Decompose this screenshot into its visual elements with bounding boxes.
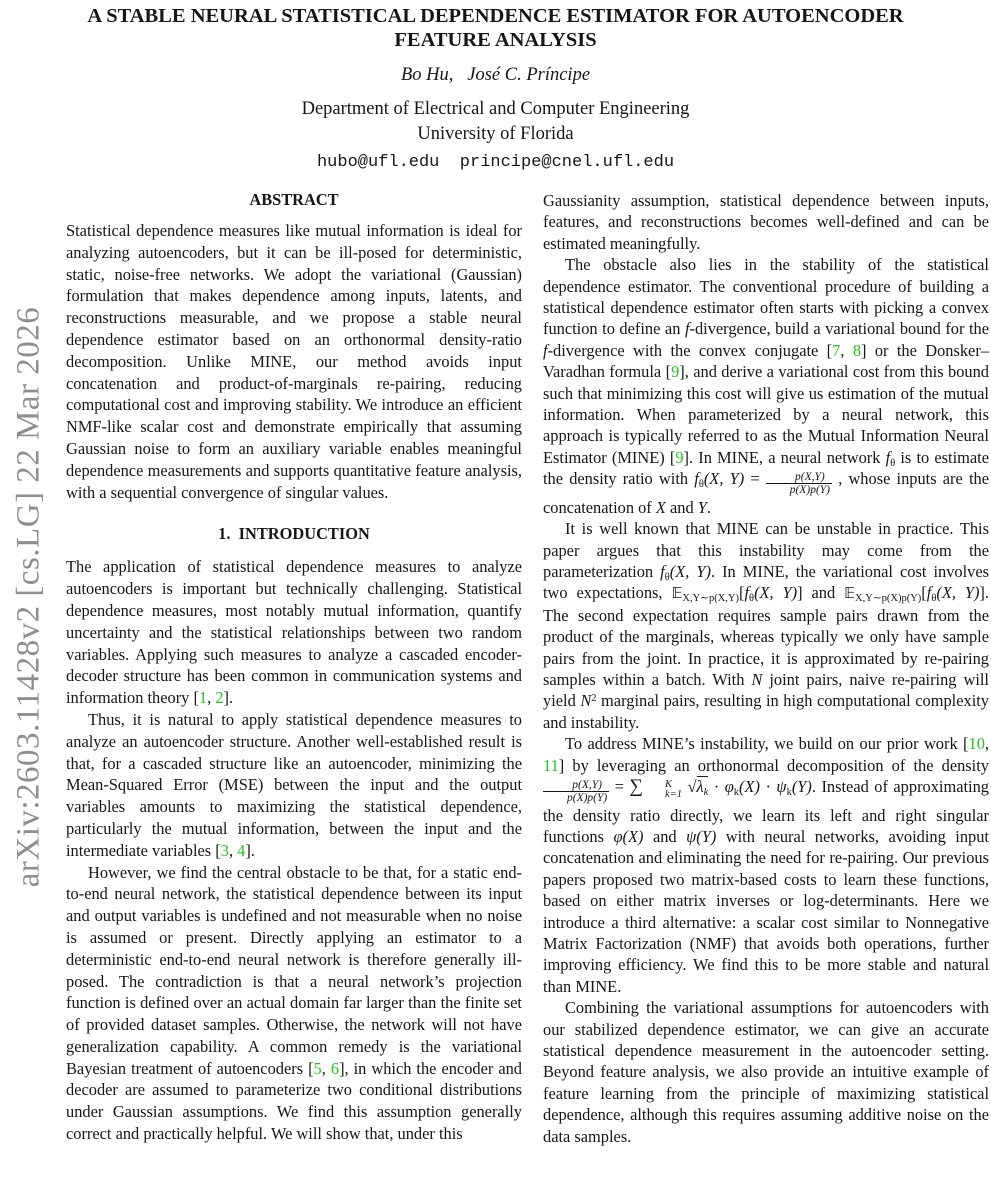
math-subscript: θ — [749, 593, 755, 605]
affiliation-department: Department of Electrical and Computer Engineering — [301, 99, 690, 119]
paragraph: Statistical dependence measures like mutual information is ideal for analyzing autoencoders, but it can be ill-posed for deterministic, static, noise-free networks. We adopt the variational (Gaussian) formulation that makes dependence among inputs, latents, and reconstructions measurable, and we propose a stable neural dependence estimator based on an orthonormal density-ratio decomposition. Unlike MINE, our method avoids input concatenation and product-of-marginals re-pairing, reducing computational cost and improving stability. We introduce an efficient NMF-like scalar cost and demonstrate empirically that assuming Gaussian noise to form an auxiliary variable enables meaningful dependence measurements and supports quantitative feature analysis, with a sequential convergence of singular values. — [66, 221, 522, 502]
math-var: f — [694, 469, 699, 489]
citation-link[interactable]: 1 — [198, 688, 208, 708]
paragraph: However, we find the central obstacle to be that, for a static end-to-end neural network, the statistical dependence between its input and output variables is undefined and not measurable when no noise is assumed or present. Directly applying an estimator to a deterministic end-to-end neural network is therefore generally ill-posed. The contradiction is that a neural network’s projection function is defined over an actual domain far larger than the finite set of provided dataset samples. Otherwise, the network will not have generalization capability. A common remedy is the variational Bayesian treatment of autoencoders [5, 6], in which the encoder and decoder are assumed to parameterize two conditional distributions under Gaussian assumptions. We find this assumption generally correct and practically helpful. We will show that, under this — [66, 862, 522, 1144]
sqrt-symbol: √ — [687, 777, 697, 797]
math-subscript: θ — [890, 457, 896, 469]
citation-link[interactable]: 10 — [968, 734, 985, 754]
citation-link[interactable]: 3 — [220, 840, 229, 860]
math-subscript: X,Y∼p(X)p(Y) — [855, 593, 922, 605]
math-var: (Y) — [791, 777, 812, 797]
math-var: (X, Y) — [936, 583, 980, 603]
abstract-body — [66, 220, 522, 503]
sum-upper-limit: K — [665, 778, 673, 790]
paragraph: To address MINE’s instability, we build on our prior work [10, 11] by leveraging an orthonormal decomposition of the density $\frac{p(X,Y)}{p(X)p(Y)}$ = ∑ K k=1 $√\lambda_k \cdot \varphi_k(X) \cdot \psi_k(Y)$. Instead of approximating the density ratio directly, we learn its left and right singular functions φ(X) and ψ(Y) with neural networks, avoiding input concatenation and eliminating the need for re-pairing. Our previous papers proposed two matrix-based costs to learn these functions, based on either matrix inverses or log-determinants. Here we introduce a third alternative: a scalar cost similar to Nonnegative Matrix Factorization (NMF) that avoids both operations, further improving efficiency. We find this to be more stable and natural than MINE. — [543, 734, 989, 996]
citation-link[interactable]: 5 — [313, 1058, 322, 1078]
math-var: ψ(Y) — [686, 826, 717, 846]
paper-title-line1: A STABLE NEURAL STATISTICAL DEPENDENCE ESTIMATOR FOR AUTOENCODER — [87, 5, 904, 27]
math-var: N — [580, 691, 592, 711]
expectation-symbol: 𝔼 — [844, 584, 856, 603]
citation-link[interactable]: 9 — [671, 362, 680, 382]
math-var: (X) — [739, 777, 760, 797]
fraction-denominator: p(X)p(Y) — [789, 484, 831, 497]
math-var: (X, Y) — [754, 583, 798, 603]
math-var: f — [744, 583, 750, 603]
math-subscript: θ — [664, 572, 670, 583]
citation-link[interactable]: 6 — [330, 1058, 340, 1078]
math-var: (X, Y) — [669, 562, 711, 581]
citation-link[interactable]: 7 — [832, 340, 841, 360]
math-var: φ(X) — [613, 826, 644, 846]
math-fraction — [543, 779, 609, 805]
paragraph: Thus, it is natural to apply statistical dependence measures to analyze an autoencoder structure. Another well-established result is that, for a cascaded structure like an autoencoder, minimizing the Mean-Squared Error (MSE) between the input and the output variables amounts to maximizing the statistical dependence, particularly the mutual information, between the input and the intermediate variables [3, 4]. — [66, 709, 522, 860]
math-var: f — [684, 319, 690, 339]
citation-link[interactable]: 2 — [215, 688, 224, 708]
math-subscript: k — [733, 787, 740, 799]
math-var: f — [885, 447, 891, 467]
citation-link[interactable]: 9 — [675, 447, 684, 467]
math-subscript: X,Y∼p(X,Y) — [682, 593, 740, 605]
paragraph: Combining the variational assumptions for autoencoders with our stabilized dependence estimator, we can give an accurate statistical dependence measurement in the autoencoder setting. Beyond feature analysis, we also provide an intuitive example of feature learning from the principle of maximizing statistical dependence, although this requires assuming additive noise on the data samples. — [543, 998, 989, 1146]
math-var: f — [660, 562, 665, 581]
citation-link[interactable]: 4 — [237, 840, 246, 860]
fraction-numerator: p(X,Y) — [766, 471, 832, 485]
math-var: (X, Y) — [703, 469, 745, 489]
math-var: f — [543, 340, 548, 360]
right-column-body — [543, 190, 989, 1147]
paper-title — [0, 5, 991, 52]
left-column — [66, 190, 522, 1145]
math-var: ψ — [776, 777, 787, 797]
paragraph: The obstacle also lies in the stability of the statistical dependence estimator. The conventional procedure of building a statistical dependence estimator often starts with picking a convex function to define an f-divergence, build a variational bound for the f-divergence with the convex conjugate [7, 8] or the Donsker–Varadhan formula [9], and derive a variational cost from this bound such that minimizing this cost will give us estimation of the mutual information. When parameterized by a neural network, this approach is typically referred to as the Mutual Information Neural Estimator (MINE) [9]. In MINE, a neural network $f_\theta$ is to estimate the density ratio with $f_\theta(X$, Y) = $\frac{p(X,Y)}{p(X)p(Y)}$ , whose inputs are the concatenation of X and Y. — [543, 255, 990, 517]
math-var: λ — [696, 777, 704, 797]
paper-header — [0, 0, 991, 172]
math-fraction — [766, 471, 832, 497]
author-emails: hubo@ufl.edu principe@cnel.ufl.edu — [316, 153, 675, 172]
math-subscript: θ — [931, 593, 937, 605]
math-subscript: k — [703, 787, 709, 799]
math-var: f — [926, 583, 932, 603]
sum-lower-limit: k=1 — [665, 789, 683, 801]
paper-title-line2: FEATURE ANALYSIS — [394, 28, 597, 51]
paragraph: It is well known that MINE can be unstable in practice. This paper argues that this instability may come from the parameterization $f_\theta(X$, Y). In MINE, the variational cost involves two expectations, $𝔼_{X,Y\sim p(X,Y)}[f_\theta(X$, Y)] and $𝔼_{X,Y\sim p(X)p(Y)}[f_\theta(X$, Y)]. The second expectation requires sample pairs drawn from the product of the marginals, whereas typically we only have sample pairs from the joint. In practice, it is approximated by re-pairing samples within a batch. With N joint pairs, naive re-pairing will yield $N^2$ marginal pairs, resulting in high computational complexity and instability. — [543, 519, 990, 732]
math-var: Y — [697, 497, 707, 517]
math-var: φ — [724, 777, 734, 797]
math-var: N — [751, 670, 763, 690]
affiliation — [0, 97, 991, 147]
math-subscript: θ — [698, 479, 704, 491]
introduction-heading: 1. INTRODUCTION — [218, 524, 370, 544]
paragraph: Gaussianity assumption, statistical dependence between inputs, features, and reconstructions becomes well-defined and can be estimated meaningfully. — [543, 191, 989, 253]
sum-limits — [643, 780, 682, 801]
citation-link[interactable]: 8 — [852, 340, 862, 360]
abstract-heading: ABSTRACT — [249, 190, 339, 209]
math-var: X — [655, 497, 666, 517]
expectation-symbol: 𝔼 — [671, 584, 683, 603]
right-column — [543, 190, 989, 1147]
fraction-numerator: p(X,Y) — [543, 779, 609, 793]
sum-symbol: ∑ — [629, 776, 644, 798]
sqrt-radicand — [696, 776, 709, 799]
paragraph: The application of statistical dependence measures to analyze autoencoders is important but technically challenging. Statistical dependence measures, most notably mutual information, quantify uncertainty and the statistical relationships between two random variables. Applying such measures to analyze a cascaded encoder-decoder structure has been common in communication systems and information theory [1, 2]. — [66, 557, 522, 708]
math-superscript: 2 — [591, 693, 597, 705]
fraction-denominator: p(X)p(Y) — [567, 792, 608, 805]
math-subscript: k — [786, 787, 792, 799]
affiliation-university: University of Florida — [417, 124, 574, 144]
arxiv-watermark: arXiv:2603.11428v2 [cs.LG] 22 Mar 2026 — [10, 306, 47, 888]
authors: Bo Hu, José C. Príncipe — [400, 65, 591, 85]
introduction-body — [66, 556, 522, 1145]
citation-link[interactable]: 11 — [543, 755, 559, 775]
